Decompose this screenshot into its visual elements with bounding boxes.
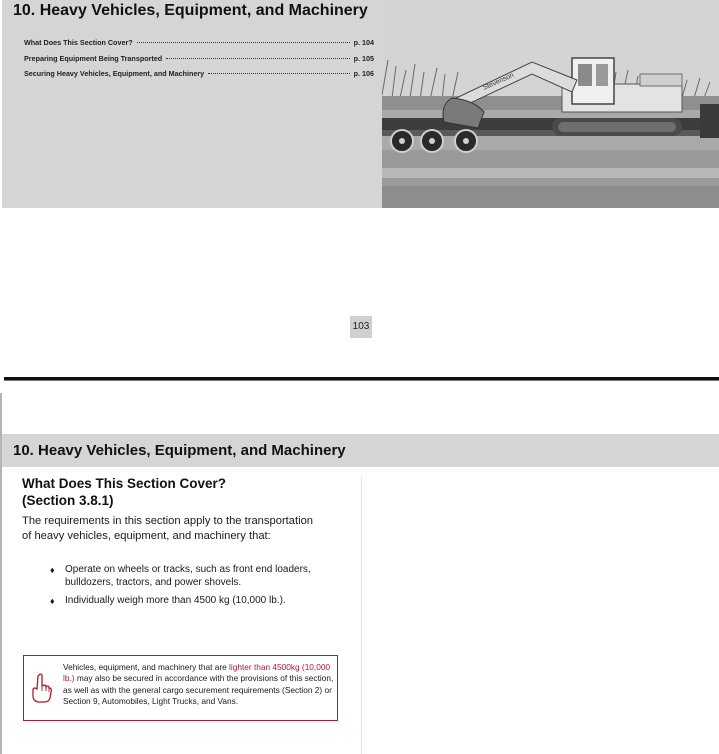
table-of-contents [24, 38, 374, 85]
toc-entry-page: p. 104 [353, 38, 374, 47]
chapter-title-panel [2, 0, 382, 208]
toc-entry[interactable] [24, 69, 374, 85]
note-text-part: may also be secured in accordance with the provisions of this section, as well as with the general cargo securement requirements (Section 2) or Section 9, Automobiles, Light Trucks, and Vans. [63, 673, 334, 706]
toc-leader-dots [137, 42, 350, 43]
section-heading [22, 475, 352, 509]
toc-leader-dots [166, 58, 349, 59]
column-divider [361, 477, 362, 754]
toc-entry[interactable] [24, 38, 374, 54]
toc-entry-label: What Does This Section Cover? [24, 38, 133, 47]
list-item-text: Individually weigh more than 4500 kg (10,000 lb.). [65, 595, 286, 606]
toc-entry-label: Preparing Equipment Being Transported [24, 53, 163, 63]
diamond-bullet-icon: ♦ [50, 565, 55, 575]
list-item [50, 564, 350, 589]
note-highlight: lighter than 4500kg (10,000 lb.) [63, 662, 331, 684]
chapter-header-band [2, 434, 719, 467]
note-text [63, 662, 338, 707]
requirements-list [50, 564, 350, 614]
page-number: 103 [350, 316, 372, 338]
list-item-text: Operate on wheels or tracks, such as front end loaders, bulldozers, tractors, and power shovels. [65, 564, 311, 588]
list-item [50, 595, 350, 608]
toc-entry-label: Securing Heavy Vehicles, Equipment, and Machinery [24, 69, 205, 78]
toc-entry-page: p. 105 [353, 53, 374, 63]
page-104 [0, 393, 719, 754]
chapter-title: 10. Heavy Vehicles, Equipment, and Machinery [13, 442, 346, 459]
note-box [23, 655, 338, 721]
chapter-title: 10. Heavy Vehicles, Equipment, and Machinery [13, 2, 368, 19]
excavator-on-trailer-photo [382, 0, 719, 208]
section-heading-reference: (Section 3.8.1) [22, 493, 114, 508]
toc-entry[interactable] [24, 54, 374, 70]
diamond-bullet-icon: ♦ [50, 596, 55, 606]
pointing-hand-icon [30, 673, 52, 703]
boom-brand-text: Stevenson [481, 71, 516, 92]
toc-entry-page: p. 106 [353, 69, 374, 78]
note-text-part: Vehicles, equipment, and machinery that are [63, 662, 230, 672]
toc-leader-dots [208, 73, 349, 74]
section-heading-title: What Does This Section Cover? [22, 476, 227, 491]
intro-paragraph: The requirements in this section apply to the transportation of heavy vehicles, equipment, and machinery that: [22, 515, 314, 542]
page-divider-shadow [4, 380, 719, 381]
